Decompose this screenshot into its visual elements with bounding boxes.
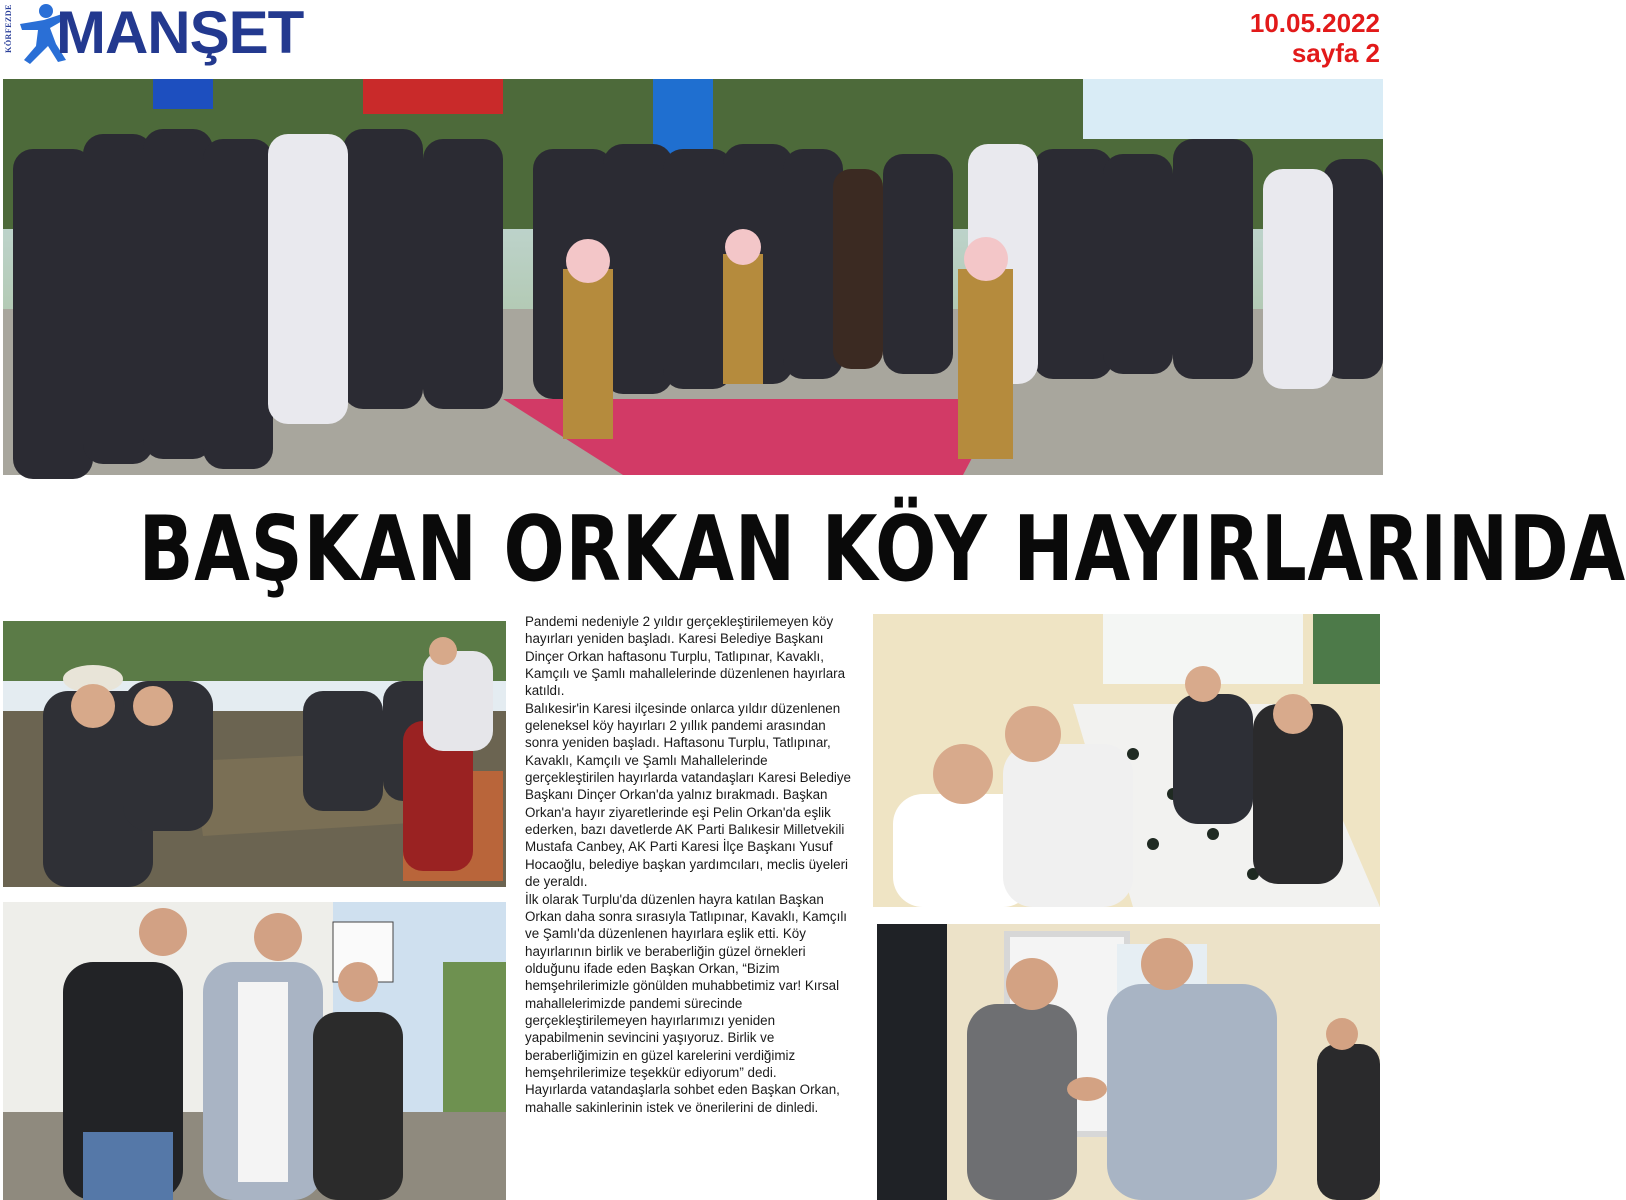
logo-wordmark: MANŞET bbox=[56, 0, 304, 66]
main-group-photo bbox=[3, 79, 1383, 475]
page-number: sayfa 2 bbox=[1291, 38, 1380, 68]
headline: BAŞKAN ORKAN KÖY HAYIRLARINDA bbox=[138, 497, 1626, 602]
photo-table-chat bbox=[3, 621, 506, 887]
article-paragraph: Pandemi nedeniyle 2 yıldır gerçekleştirilemeyen köy hayırları yeniden başladı. Karesi Belediye Başkanı Dinçer Orkan haftasonu Turplu, Tatlıpınar, Kavaklı, Kamçılı ve Şamlı mahallelerinde düzenlenen hayırlara katıldı. bbox=[525, 614, 846, 699]
photo-trio-portrait bbox=[3, 902, 506, 1200]
photo-handshake bbox=[877, 924, 1380, 1200]
article-body bbox=[525, 613, 855, 1116]
photo-banquet-table bbox=[873, 614, 1380, 907]
logo-side-text: KÖRFEZDE bbox=[4, 4, 13, 53]
masthead-logo bbox=[4, 2, 314, 68]
article-paragraph: İlk olarak Turplu'da düzenlen hayra katılan Başkan Orkan daha sonra sırasıyla Tatlıpınar, Kavaklı, Kamçılı ve Şamlı'da düzenlenen hayırlara eşlik etti. Köy hayırlarının birlik ve beraberliğin güzel örnekleri olduğunu ifade eden Başkan Orkan, “Bizim hemşehrilerimizle gönülden muhabbetimiz var! Kırsal mahallelerimizde pandemi sürecinde gerçekleştirilemeyen hayırlarımızı yeniden yapabilmenin sevincini yaşıyoruz. Birlik ve beraberliğimizin en güzel karelerini verdiğimiz hemşehrilerimize teşekkür ediyorum” dedi. bbox=[525, 891, 848, 1080]
article-paragraph: Hayırlarda vatandaşlarla sohbet eden Başkan Orkan, mahalle sakinlerinin istek ve önerilerini de dinledi. bbox=[525, 1082, 840, 1115]
article-paragraph: Balıkesir'in Karesi ilçesinde onlarca yıldır düzenlenen geleneksel köy hayırları 2 yıllık pandemi arasından sonra yeniden başladı. Haftasonu Turplu, Tatlıpınar, Kavaklı, Kamçılı ve Şamlı Mahallelerinde gerçekleştirilen hayırlarda vatandaşları Karesi Belediye Başkanı Dinçer Orkan'da yalnız bırakmadı. Başkan Orkan'a hayır ziyaretlerinde eşi Pelin Orkan'da eşlik ederken, bazı davetlerde AK Parti Balıkesir Milletvekili Mustafa Canbey, AK Parti Karesi İlçe Başkanı Yusuf Hocaoğlu, belediye başkan yardımcıları, meclis üyeleri de yeraldı. bbox=[525, 700, 852, 890]
issue-date-block bbox=[1250, 8, 1380, 68]
issue-date: 10.05.2022 bbox=[1249, 8, 1380, 38]
